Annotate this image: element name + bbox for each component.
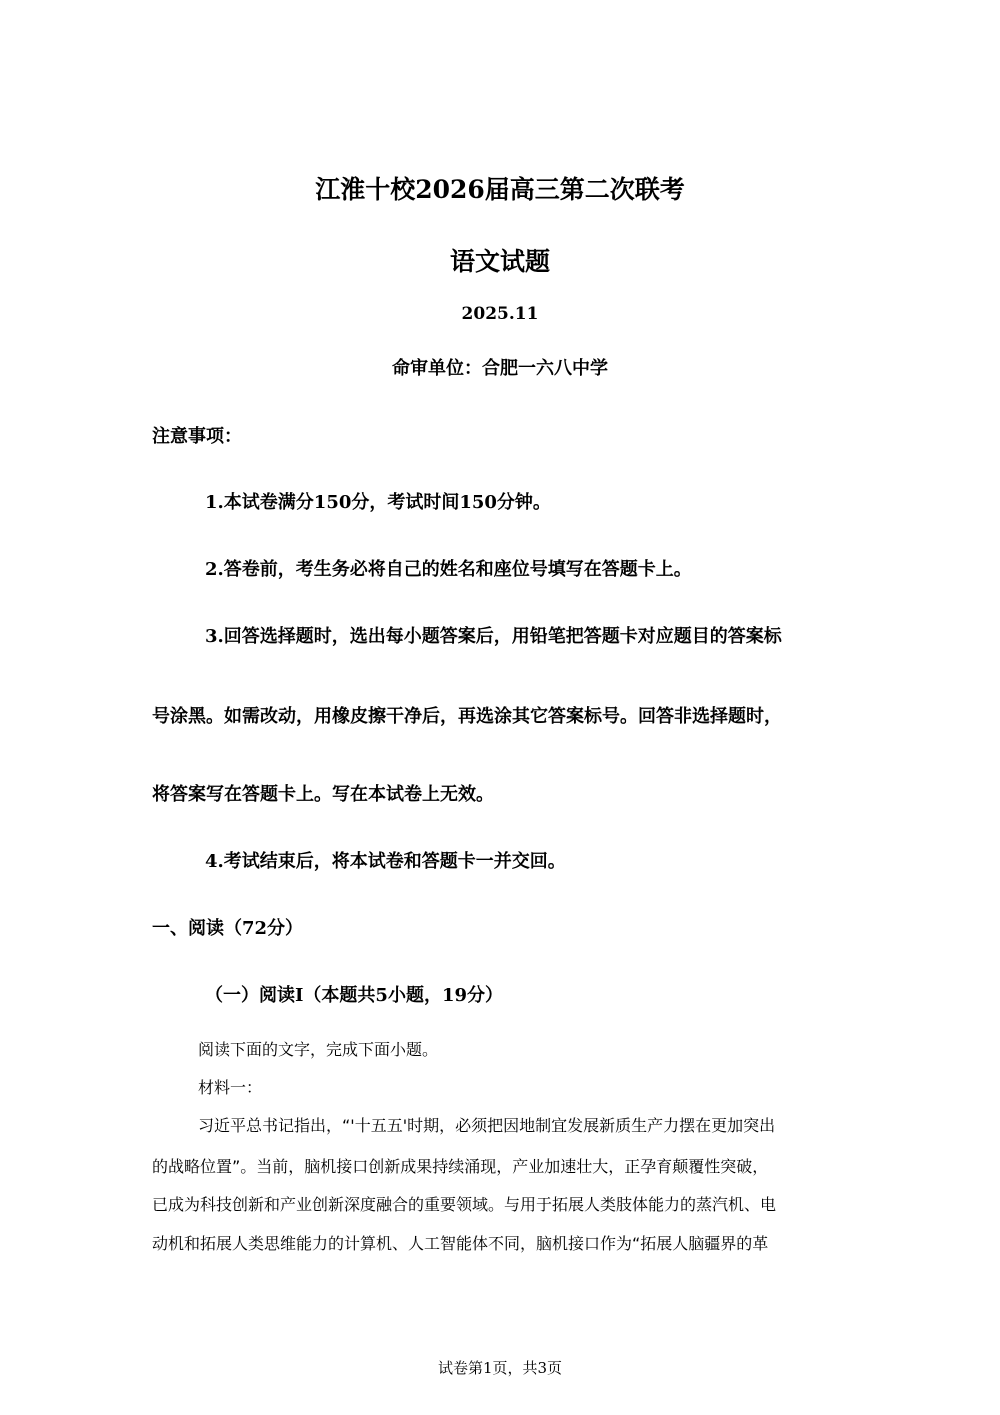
exam-title: 江淮十校2026届高三第二次联考 [315, 175, 685, 204]
note-item-continuation: 将答案写在答题卡上。写在本试卷上无效。 [152, 784, 494, 805]
section-heading: 一、阅读（72分） [152, 918, 304, 939]
note-item-continuation: 号涂黑。如需改动，用橡皮擦干净后，再选涂其它答案标号。回答非选择题时， [152, 706, 782, 727]
subsection-heading: （一）阅读Ⅰ（本题共5小题，19分） [205, 985, 503, 1006]
note-item: 4.考试结束后，将本试卷和答题卡一并交回。 [205, 851, 566, 872]
subject-title: 语文试题 [449, 247, 550, 276]
note-item: 2.答卷前，考生务必将自己的姓名和座位号填写在答题卡上。 [205, 559, 692, 580]
paragraph-line: 习近平总书记指出，“'十五五'时期，必须把因地制宜发展新质生产力摆在更加突出 [198, 1116, 776, 1135]
notes-heading: 注意事项： [152, 426, 242, 447]
material-label: 材料一： [198, 1078, 263, 1097]
note-item: 1.本试卷满分150分，考试时间150分钟。 [205, 492, 551, 513]
exam-date: 2025.11 [461, 304, 539, 324]
page-footer: 试卷第1页，共3页 [437, 1359, 563, 1377]
paragraph-line: 已成为科技创新和产业创新深度融合的重要领域。与用于拓展人类肢体能力的蒸汽机、电 [152, 1195, 777, 1214]
reading-instruction: 阅读下面的文字，完成下面小题。 [198, 1040, 439, 1059]
paragraph-line: 动机和拓展人类思维能力的计算机、人工智能体不同，脑机接口作为“拓展人脑疆界的革 [152, 1234, 769, 1253]
authoring-unit: 命审单位：合肥一六八中学 [392, 358, 608, 379]
note-item: 3.回答选择题时，选出每小题答案后，用铅笔把答题卡对应题目的答案标 [205, 626, 782, 647]
paragraph-line: 的战略位置”。当前，脑机接口创新成果持续涌现，产业加速壮大，正孕育颠覆性突破， [152, 1157, 769, 1176]
